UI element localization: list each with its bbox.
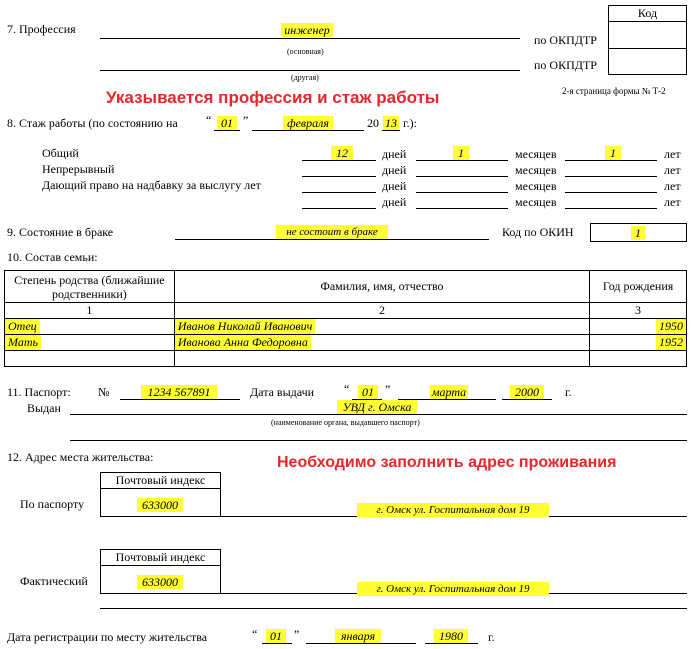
family-name-cell[interactable] [174, 351, 589, 367]
postal-header-1: Почтовый индекс [101, 473, 220, 489]
registration-month-line [306, 643, 416, 644]
profession-main-value[interactable]: инженер [281, 23, 333, 37]
annotation-address: Необходимо заполнить адрес проживания [277, 454, 617, 471]
experience-quote-open: “ [206, 113, 212, 127]
family-col-number: 2 [174, 303, 589, 319]
experience-month-line [252, 130, 364, 131]
passport-number-line [120, 399, 240, 400]
code-box [608, 5, 687, 75]
unit-months: месяцев [515, 163, 557, 177]
profession-main-caption: (основная) [287, 47, 324, 56]
experience-days[interactable]: 12 [331, 146, 353, 160]
marital-line [175, 239, 489, 240]
days-line [302, 160, 376, 161]
passport-quote-close: ” [385, 382, 391, 396]
family-relation-cell[interactable] [5, 335, 175, 351]
okpdtr-code-2[interactable] [609, 49, 686, 75]
family-relation-cell[interactable] [5, 351, 175, 367]
experience-row-label: Непрерывный [42, 162, 115, 176]
experience-month[interactable]: февраля [283, 116, 333, 130]
family-col-number: 3 [590, 303, 687, 319]
registration-quote-close: ” [294, 627, 300, 641]
unit-months: месяцев [515, 195, 557, 209]
address-value-2[interactable]: г. Омск ул. Госпитальная дом 19 [357, 582, 549, 596]
days-line[interactable] [302, 208, 376, 209]
unit-days: дней [382, 195, 407, 209]
years-line[interactable] [565, 192, 657, 193]
form-reference: 2-я страница формы № Т-2 [562, 86, 666, 96]
registration-day[interactable]: 01 [266, 629, 286, 643]
table-row [5, 319, 687, 335]
experience-year-prefix: 20 [367, 116, 379, 130]
okpdtr-label-1: по ОКПДТР [534, 33, 597, 47]
months-line[interactable] [416, 176, 508, 177]
passport-month[interactable]: марта [431, 385, 467, 399]
family-name: Иванова Анна Федоровна [175, 335, 311, 350]
address-value-1[interactable]: г. Омск ул. Госпитальная дом 19 [357, 503, 549, 517]
postal-box-1 [100, 472, 221, 517]
experience-year-suffix: г.): [403, 116, 417, 130]
passport-number[interactable]: 1234 567891 [141, 385, 217, 399]
unit-months: месяцев [515, 147, 557, 161]
passport-day[interactable]: 01 [358, 385, 378, 399]
marital-value[interactable]: не состоит в браке [276, 225, 388, 239]
days-line[interactable] [302, 176, 376, 177]
registration-year-line [425, 643, 478, 644]
family-year-cell[interactable] [590, 351, 687, 367]
marital-label: 9. Состояние в браке [7, 225, 114, 239]
address-actual-label: Фактический [20, 574, 88, 588]
passport-year-suffix: г. [565, 385, 572, 399]
family-col-number: 1 [5, 303, 175, 319]
unit-years: лет [664, 195, 681, 209]
family-name-cell[interactable] [174, 319, 589, 335]
profession-other-caption: (другая) [291, 73, 319, 82]
experience-row-label: Общий [42, 146, 79, 160]
unit-years: лет [664, 163, 681, 177]
registration-year[interactable]: 1980 [434, 629, 468, 643]
family-header-year: Год рождения [590, 271, 687, 303]
registration-label: Дата регистрации по месту жительства [7, 630, 208, 644]
months-line [416, 160, 508, 161]
unit-years: лет [664, 179, 681, 193]
passport-year-line [502, 399, 552, 400]
family-header-name: Фамилия, имя, отчество [174, 271, 589, 303]
postal-code-cell-2[interactable] [101, 566, 220, 594]
registration-quote-open: “ [252, 627, 258, 641]
postal-box-2 [100, 549, 221, 594]
address-by-passport-label: По паспорту [20, 497, 85, 511]
passport-quote-open: “ [344, 382, 350, 396]
address-extra-line[interactable] [100, 608, 687, 609]
registration-day-line [262, 643, 292, 644]
okpdtr-label-2: по ОКПДТР [534, 58, 597, 72]
family-label: 10. Состав семьи: [7, 250, 98, 264]
family-relation: Мать [5, 335, 41, 350]
registration-month[interactable]: января [335, 629, 381, 643]
passport-label: 11. Паспорт: [7, 385, 71, 399]
experience-months[interactable]: 1 [453, 146, 469, 160]
experience-years[interactable]: 1 [605, 146, 621, 160]
unit-months: месяцев [515, 179, 557, 193]
registration-year-suffix: г. [488, 630, 495, 644]
unit-years: лет [664, 147, 681, 161]
unit-days: дней [382, 147, 407, 161]
okin-label: Код по ОКИН [502, 225, 574, 239]
unit-days: дней [382, 163, 407, 177]
days-line[interactable] [302, 192, 376, 193]
months-line[interactable] [416, 208, 508, 209]
okpdtr-code-1[interactable] [609, 22, 686, 49]
experience-year-line [382, 130, 400, 131]
passport-issued-by[interactable]: УВД г. Омска [337, 400, 417, 414]
table-row [5, 351, 687, 367]
experience-year[interactable]: 13 [385, 116, 397, 130]
passport-issued-line [70, 414, 687, 415]
years-line [565, 160, 657, 161]
family-year: 1950 [656, 319, 686, 334]
passport-issued-label: Выдан [27, 401, 61, 415]
postal-code-cell-1[interactable] [101, 489, 220, 517]
experience-quote-close: ” [243, 113, 249, 127]
postal-header-2: Почтовый индекс [101, 550, 220, 566]
unit-days: дней [382, 179, 407, 193]
passport-issue-date-label: Дата выдачи [250, 385, 315, 399]
family-year-cell[interactable] [590, 319, 687, 335]
family-year: 1952 [656, 335, 686, 350]
years-line[interactable] [565, 208, 657, 209]
experience-day-line [214, 130, 240, 131]
experience-day[interactable]: 01 [217, 116, 237, 130]
code-box-header: Код [609, 6, 686, 22]
family-name: Иванов Николай Иванович [175, 319, 316, 334]
experience-label: 8. Стаж работы (по состоянию на [7, 116, 178, 130]
months-line[interactable] [416, 192, 508, 193]
experience-row-label: Дающий право на надбавку за выслугу лет [42, 178, 261, 192]
address-label: 12. Адрес места жительства: [7, 450, 154, 464]
profession-main-line [100, 38, 520, 39]
passport-year[interactable]: 2000 [510, 385, 544, 399]
family-header-relation: Степень родства (ближайшие родственники) [5, 271, 175, 303]
postal-code-1: 633000 [137, 498, 183, 512]
passport-extra-line[interactable] [70, 440, 687, 441]
family-name-cell[interactable] [174, 335, 589, 351]
years-line[interactable] [565, 176, 657, 177]
passport-number-sign: № [98, 385, 110, 399]
okin-box[interactable] [590, 223, 687, 242]
profession-label: 7. Профессия [7, 22, 76, 36]
table-row [5, 335, 687, 351]
postal-code-2: 633000 [137, 575, 183, 589]
annotation-profession: Указывается профессия и стаж работы [106, 88, 440, 107]
family-relation-cell[interactable] [5, 319, 175, 335]
passport-issued-caption: (наименование органа, выдавшего паспорт) [271, 418, 420, 427]
family-relation: Отец [5, 319, 40, 334]
family-table [4, 270, 687, 367]
family-year-cell[interactable] [590, 335, 687, 351]
okin-value: 1 [631, 226, 645, 240]
profession-other-line[interactable] [100, 70, 520, 71]
